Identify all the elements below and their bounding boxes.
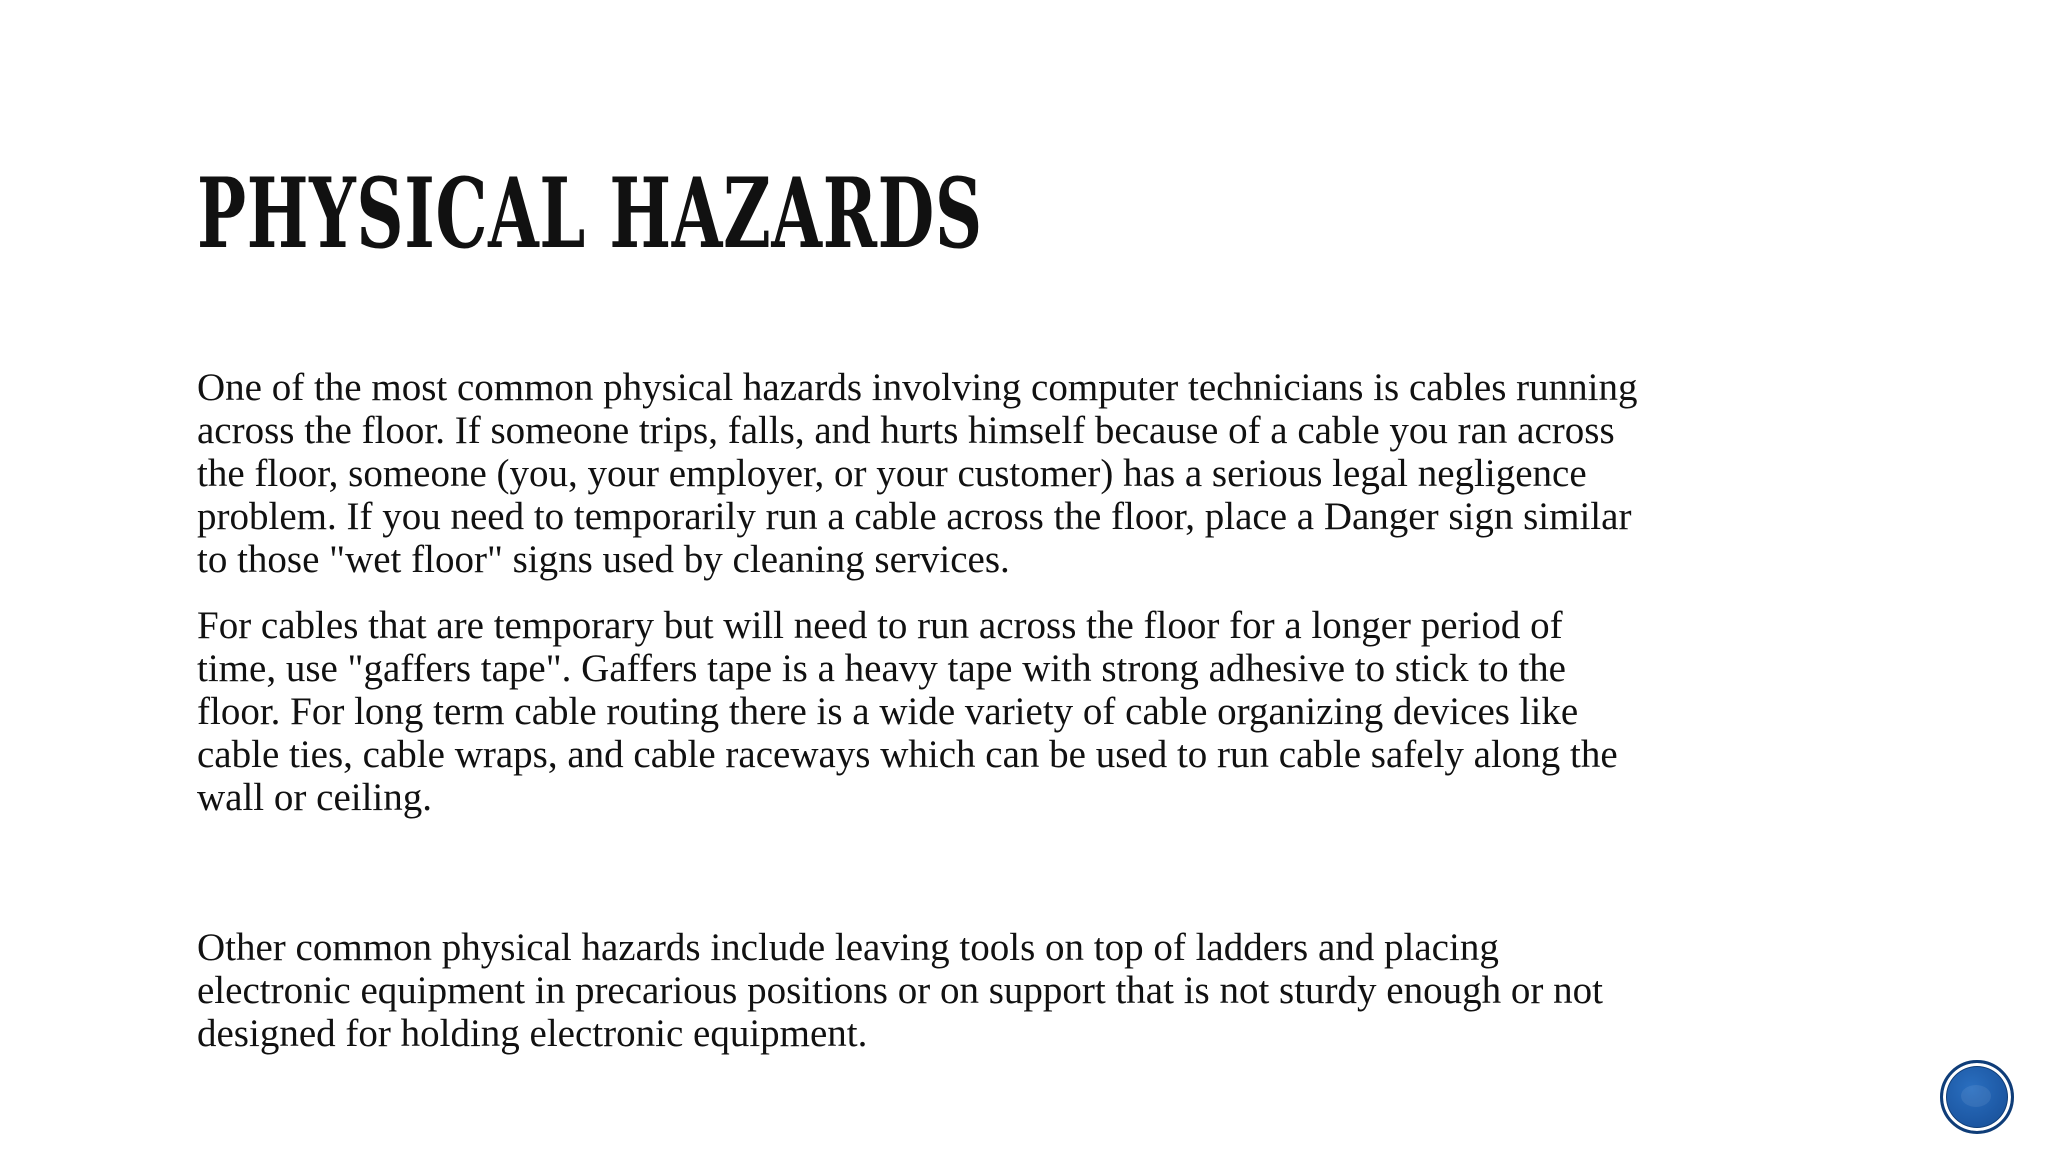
text-line: problem. If you need to temporarily run a cable across the floor, place a Danger sign similar (197, 495, 1632, 538)
text-line: wall or ceiling. (197, 776, 433, 819)
text-line: time, use "gaffers tape". Gaffers tape is a heavy tape with strong adhesive to stick to the (197, 647, 1566, 690)
text-line: floor. For long term cable routing there is a wide variety of cable organizing devices like (197, 690, 1579, 733)
circle-button-icon[interactable] (1940, 1060, 2014, 1134)
text-line: One of the most common physical hazards involving computer technicians is cables running (197, 366, 1638, 409)
paragraph-other-hazards (197, 926, 1897, 1055)
text-line: electronic equipment in precarious positions or on support that is not sturdy enough or not (197, 969, 1603, 1012)
paragraph-gaffers-tape (197, 604, 1897, 819)
text-line: across the floor. If someone trips, falls, and hurts himself because of a cable you ran across (197, 409, 1615, 452)
slide-title: PHYSICAL HAZARDS (197, 157, 983, 270)
text-line: to those "wet floor" signs used by cleaning services. (197, 538, 1010, 581)
text-line: For cables that are temporary but will need to run across the floor for a longer period of (197, 604, 1563, 647)
text-line: the floor, someone (you, your employer, or your customer) has a serious legal negligence (197, 452, 1587, 495)
text-line: cable ties, cable wraps, and cable raceways which can be used to run cable safely along the (197, 733, 1618, 776)
text-line: Other common physical hazards include leaving tools on top of ladders and placing (197, 926, 1499, 969)
text-line: designed for holding electronic equipment. (197, 1012, 868, 1055)
slide-body (197, 366, 1897, 1055)
paragraph-cables-floor (197, 366, 1897, 581)
